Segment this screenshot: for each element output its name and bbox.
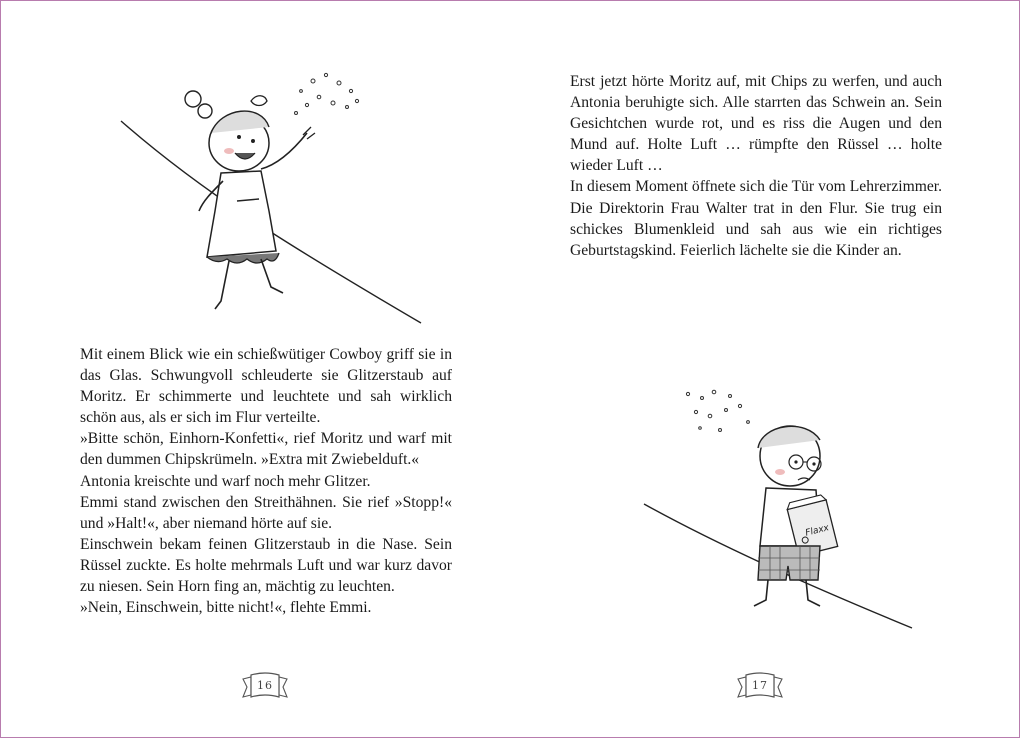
page-number-text: 17 bbox=[752, 679, 768, 692]
right-page-text bbox=[570, 71, 942, 261]
left-page bbox=[1, 1, 510, 737]
left-page-text bbox=[80, 344, 452, 618]
chips-bag-label: Flaxx bbox=[804, 523, 831, 539]
page-number-17 bbox=[734, 669, 786, 707]
paragraph: Antonia kreischte und warf noch mehr Glitzer. bbox=[80, 472, 371, 490]
paragraph: In diesem Moment öffnete sich die Tür vom Lehrerzimmer. Die Direktorin Frau Walter trat in den Flur. Sie trug ein schickes Blumenkleid und sah aus wie ein richtiges Geburtstagskind. Feierlich lächelte sie die Kinder an. bbox=[570, 178, 942, 259]
paragraph: Einschwein bekam feinen Glitzerstaub in die Nase. Sein Rüssel zuckte. Es holte mehrmals Luft und war kurz davor zu niesen. Sein Horn fing an, mächtig zu leuchten. bbox=[80, 535, 452, 596]
paragraph: Mit einem Blick wie ein schießwütiger Cowboy griff sie in das Glas. Schwungvoll schleuderte sie Glitzerstaub auf Moritz. Er schimmerte und leuchtete und sah wirklich schön aus, als er sich im Flur verteilte. bbox=[80, 346, 452, 427]
paragraph: Erst jetzt hörte Moritz auf, mit Chips zu werfen, und auch Antonia beruhigte sich. Alle starrten das Schwein an. Sein Gesichtchen wurde rot, und es riss die Augen und den Mund auf. Holte Luft … rümpfte den Rüssel … holte wieder Luft … bbox=[570, 73, 942, 175]
girl-throwing-glitter-illustration bbox=[111, 61, 431, 331]
paragraph: Emmi stand zwischen den Streithähnen. Sie rief »Stopp!« und »Halt!«, aber niemand hörte auf sie. bbox=[80, 493, 452, 532]
page-number-16 bbox=[239, 669, 291, 707]
boy-with-chips-illustration bbox=[640, 386, 920, 636]
paragraph: »Nein, Einschwein, bitte nicht!«, flehte Emmi. bbox=[80, 599, 372, 617]
paragraph: »Bitte schön, Einhorn-Konfetti«, rief Moritz und warf mit den dummen Chipskrümeln. »Extra mit Zwiebelduft.« bbox=[80, 430, 452, 469]
right-page bbox=[510, 1, 1019, 737]
page-number-text: 16 bbox=[257, 679, 273, 692]
